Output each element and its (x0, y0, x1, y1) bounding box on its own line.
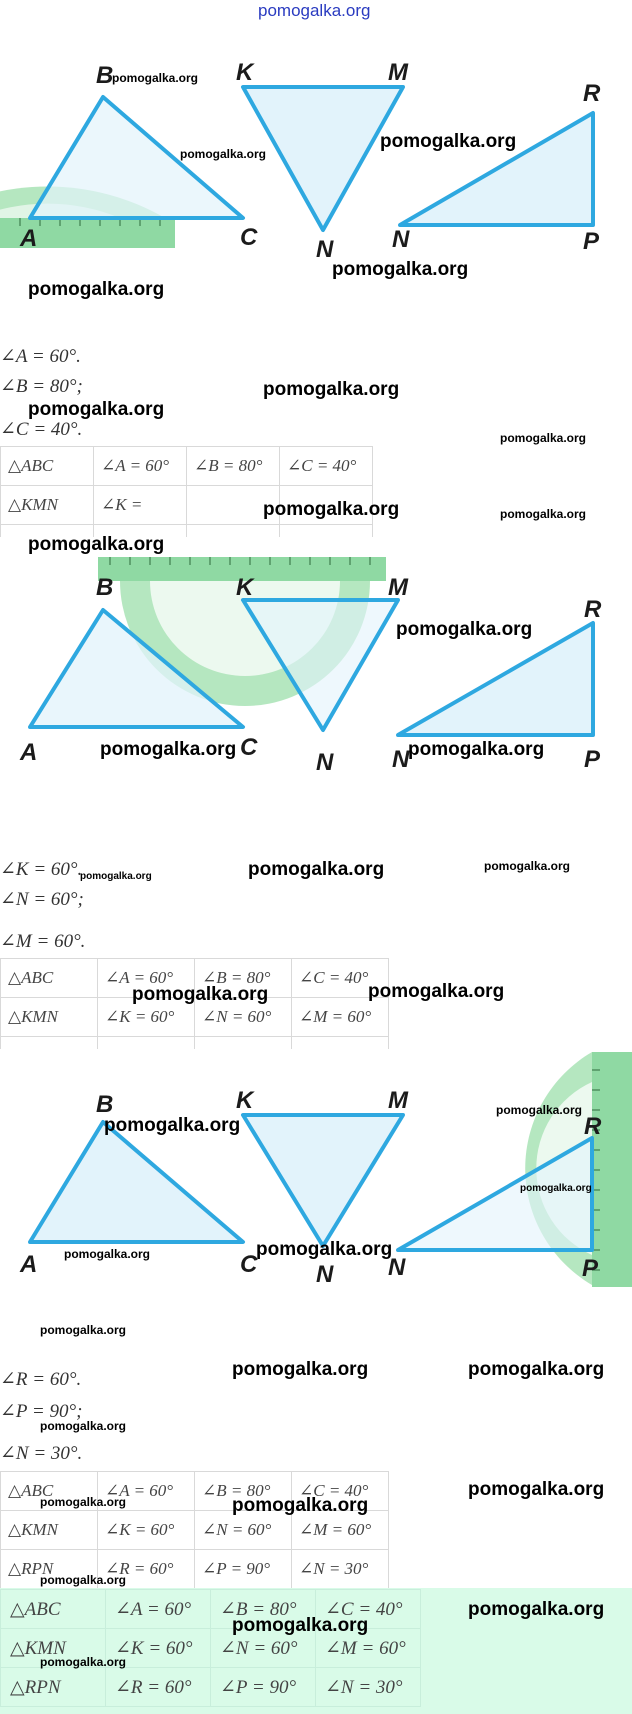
table-cell: ∠P = 90° (211, 1668, 316, 1707)
table-cell: ∠K = 60° (106, 1629, 211, 1668)
table-cell: △KMN (1, 1511, 98, 1550)
table-cell: ∠B = 80° (211, 1590, 316, 1629)
table-cell: ∠A = 60° (98, 959, 195, 998)
svg-text:M: M (388, 574, 408, 601)
watermark: pomogalka.org (396, 619, 533, 640)
table-cell: ∠N = 60° (211, 1629, 316, 1668)
svg-text:N: N (316, 236, 334, 263)
angles-table-1 (0, 446, 373, 537)
svg-text:C: C (240, 1251, 258, 1278)
watermark: pomogalka.org (248, 859, 385, 880)
equation: ∠B = 80°; (0, 376, 83, 397)
watermark: pomogalka.org (40, 1655, 127, 1669)
watermark: pomogalka.org (28, 399, 165, 420)
table-cell: ∠C = 40° (292, 959, 389, 998)
svg-text:A: A (20, 739, 38, 766)
table-cell: ∠C = 40° (280, 447, 373, 486)
table-cell: ∠A = 60° (106, 1590, 211, 1629)
equation: ∠N = 60°; (0, 889, 84, 910)
svg-text:N: N (392, 746, 410, 773)
table-cell: ∠N = 60° (195, 1511, 292, 1550)
table-cell: △ABC (1, 447, 94, 486)
watermark: pomogalka.org (500, 431, 587, 445)
table-row (1, 1511, 389, 1550)
watermark: pomogalka.org (496, 1103, 583, 1117)
watermark: pomogalka.org (380, 131, 517, 152)
svg-text:P: P (583, 228, 600, 255)
figure-protractor-on-abc (0, 55, 632, 265)
watermark: pomogalka.org (500, 507, 587, 521)
watermark: pomogalka.org (180, 147, 267, 161)
table-cell: ∠A = 60° (94, 447, 187, 486)
watermark: pomogalka.org (28, 534, 165, 555)
watermark: pomogalka.org (468, 1479, 605, 1500)
equation: ∠K = 60°. (0, 859, 83, 880)
svg-text:N: N (316, 1261, 334, 1288)
watermark: pomogalka.org (64, 1247, 151, 1261)
svg-text:K: K (236, 574, 254, 601)
watermark: pomogalka.org (40, 1323, 127, 1337)
watermark: pomogalka.org (232, 1615, 369, 1636)
angles-table-3 (0, 1471, 389, 1589)
watermark: pomogalka.org (468, 1599, 605, 1620)
table-cell: △ABC (1, 1590, 106, 1629)
table-cell: ∠B = 80° (195, 1472, 292, 1511)
table-cell: ∠K = 60° (98, 998, 195, 1037)
svg-text:A: A (20, 225, 38, 252)
equation: ∠C = 40°. (0, 419, 83, 440)
svg-text:P: P (584, 746, 601, 773)
table-cell: ∠R = 60° (106, 1668, 211, 1707)
svg-text:B: B (96, 62, 114, 89)
table-cell: △KMN (1, 1629, 106, 1668)
table-cell: ∠K = (94, 486, 187, 525)
svg-text:M: M (388, 59, 408, 86)
svg-text:B: B (96, 1091, 114, 1118)
table-cell: △ABC (1, 959, 98, 998)
watermark: pomogalka.org (80, 871, 152, 882)
watermark: pomogalka.org (28, 279, 165, 300)
table-cell: ∠C = 40° (292, 1472, 389, 1511)
equation: ∠P = 90°; (0, 1401, 83, 1422)
watermark: pomogalka.org (40, 1419, 127, 1433)
table-cell: ∠K = 60° (98, 1511, 195, 1550)
svg-text:A: A (20, 1251, 38, 1278)
table-cell: ∠N = 60° (195, 998, 292, 1037)
equation: ∠A = 60°. (0, 346, 81, 367)
equation: ∠R = 60°. (0, 1369, 82, 1390)
svg-text:C: C (240, 224, 258, 251)
svg-text:N: N (316, 749, 334, 776)
svg-text:N: N (388, 1254, 406, 1281)
watermark: pomogalka.org (132, 984, 269, 1005)
watermark: pomogalka.org (232, 1359, 369, 1380)
table-cell: ∠M = 60° (292, 1511, 389, 1550)
table-cell: ∠B = 80° (187, 447, 280, 486)
watermark: pomogalka.org (263, 499, 400, 520)
table-cell: ∠M = 60° (316, 1629, 421, 1668)
svg-text:R: R (583, 80, 601, 107)
watermark: pomogalka.org (232, 1495, 369, 1516)
table-cell: △KMN (1, 998, 98, 1037)
watermark: pomogalka.org (256, 1239, 393, 1260)
equation: ∠M = 60°. (0, 931, 86, 952)
watermark: pomogalka.org (40, 1573, 127, 1587)
watermark: pomogalka.org (100, 739, 237, 760)
watermark: pomogalka.org (408, 739, 545, 760)
watermark: pomogalka.org (368, 981, 505, 1002)
table-cell: ∠A = 60° (98, 1472, 195, 1511)
table-cell: ∠N = 30° (292, 1550, 389, 1589)
table-row (1, 447, 373, 486)
svg-text:C: C (240, 734, 258, 761)
watermark: pomogalka.org (468, 1359, 605, 1380)
table-cell: △RPN (1, 1668, 106, 1707)
svg-text:M: M (388, 1087, 408, 1114)
svg-text:P: P (582, 1255, 599, 1282)
table-cell: △ABC (1, 1472, 98, 1511)
watermark: pomogalka.org (484, 859, 571, 873)
table-cell: ∠B = 80° (195, 959, 292, 998)
table-cell: ∠N = 30° (316, 1668, 421, 1707)
final-angles-table (0, 1589, 421, 1707)
watermark: pomogalka.org (263, 379, 400, 400)
svg-text:B: B (96, 574, 114, 601)
svg-text:R: R (584, 596, 602, 623)
table-cell: ∠M = 60° (292, 998, 389, 1037)
svg-text:K: K (236, 59, 254, 86)
svg-text:N: N (392, 226, 410, 253)
svg-text:R: R (584, 1113, 602, 1140)
site-header[interactable]: pomogalka.org (258, 1, 371, 20)
equation: ∠N = 30°. (0, 1443, 83, 1464)
table-row (1, 1668, 421, 1707)
watermark: pomogalka.org (520, 1183, 592, 1194)
watermark: pomogalka.org (104, 1115, 241, 1136)
table-cell: ∠R = 60° (98, 1550, 195, 1589)
table-cell: ∠C = 40° (316, 1590, 421, 1629)
table-cell: ∠P = 90° (195, 1550, 292, 1589)
watermark: pomogalka.org (40, 1495, 127, 1509)
watermark: pomogalka.org (332, 259, 469, 280)
svg-text:K: K (236, 1087, 254, 1114)
table-cell: △KMN (1, 486, 94, 525)
watermark: pomogalka.org (112, 71, 199, 85)
table-cell: △RPN (1, 1550, 98, 1589)
